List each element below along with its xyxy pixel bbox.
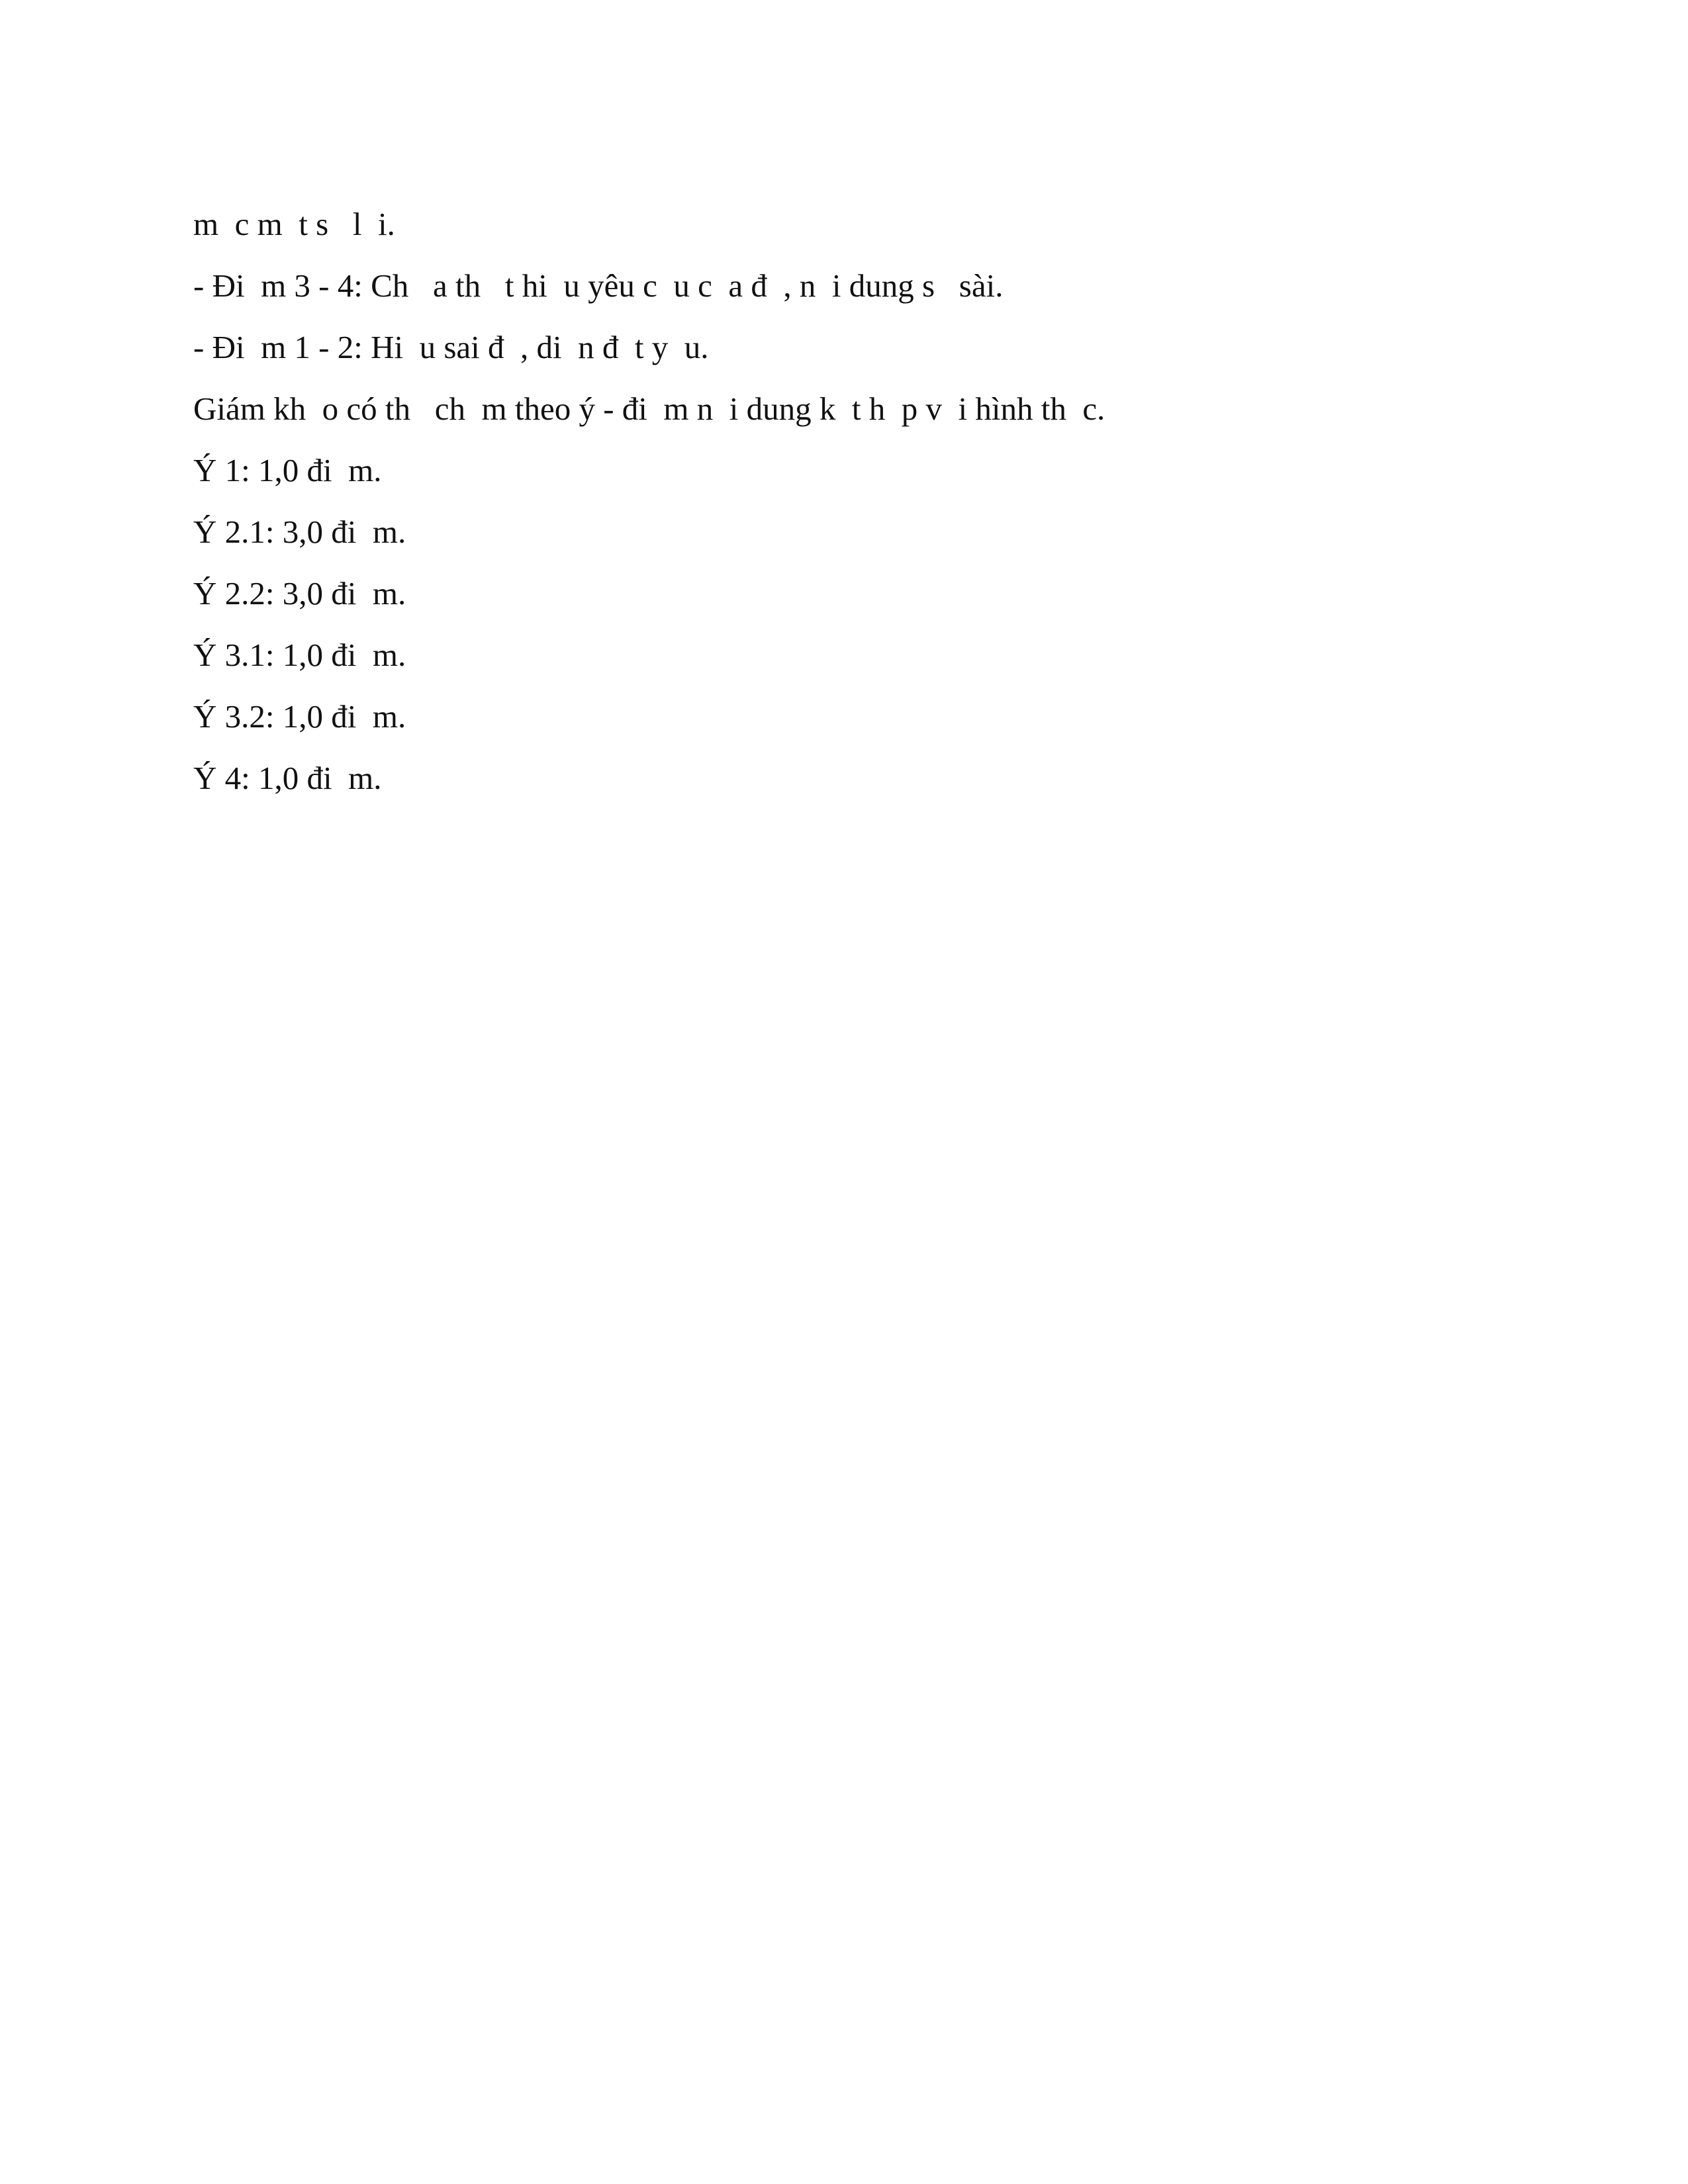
text-line-10: Ý 4: 1,0 đi m. (193, 760, 382, 796)
text-line-9: Ý 3.2: 1,0 đi m. (193, 698, 406, 735)
text-line-6: Ý 2.1: 3,0 đi m. (193, 514, 406, 550)
text-line-2: - Đi m 3 - 4: Ch a th t hi u yêu c u c a đ , n i dung s sài. (193, 267, 1004, 304)
text-line-3: - Đi m 1 - 2: Hi u sai đ , di n đ t y u. (193, 329, 709, 365)
document-body (193, 193, 1517, 809)
text-line-4: Giám kh o có th ch m theo ý - đi m n i dung k t h p v i hình th c. (193, 390, 1105, 427)
text-line-5: Ý 1: 1,0 đi m. (193, 452, 382, 488)
text-line-8: Ý 3.1: 1,0 đi m. (193, 637, 406, 673)
text-line-1: m c m t s l i. (193, 206, 395, 242)
text-line-7: Ý 2.2: 3,0 đi m. (193, 575, 406, 612)
